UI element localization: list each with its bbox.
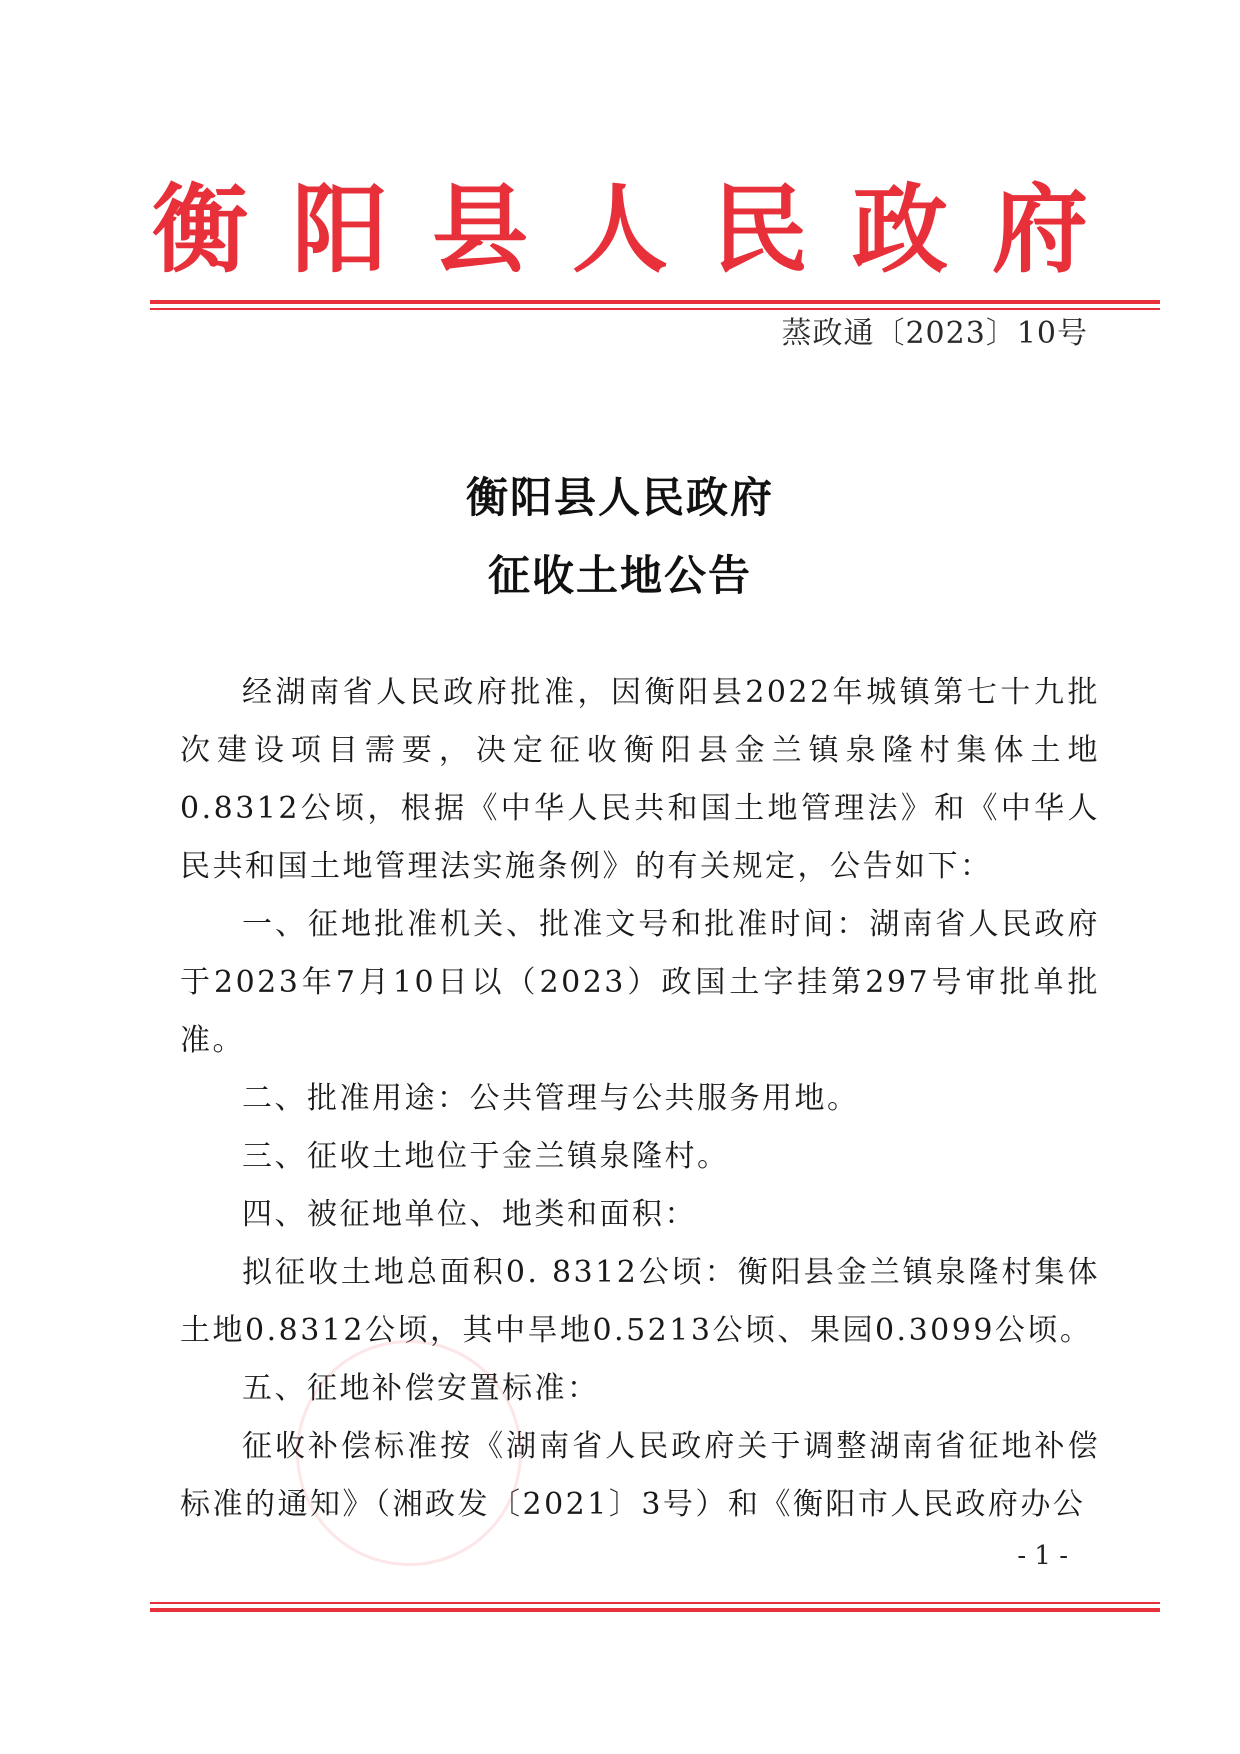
page-number: - 1 -: [1017, 1541, 1068, 1571]
notice-title-line1: 衡阳县人民政府: [465, 473, 774, 522]
masthead-rule-thick: [150, 300, 1160, 304]
footer-rule-thin: [150, 1602, 1160, 1604]
paragraph-intro: 经湖南省人民政府批准，因衡阳县2022年城镇第七十九批次建设项目需要，决定征收衡阳县金兰镇泉隆村集体土地0.8312公顷，根据《中华人民共和国土地管理法》和《中华人民共和国土地管理法实施条例》的有关规定，公告如下：: [180, 675, 1100, 884]
masthead-title: 衡阳县人民政府: [152, 173, 1132, 286]
paragraph-approval: 一、征地批准机关、批准文号和批准时间：湖南省人民政府于2023年7月10日以（2023）政国土字挂第297号审批单批准。: [180, 907, 1100, 1058]
document-number: 蒸政通〔2023〕10号: [781, 316, 1088, 351]
paragraph-compensation-standard: 征收补偿标准按《湖南省人民政府关于调整湖南省征地补偿标准的通知》（湘政发〔2021〕3号）和《衡阳市人民政府办公: [180, 1429, 1100, 1522]
paragraph-land-area: 拟征收土地总面积0. 8312公顷：衡阳县金兰镇泉隆村集体土地0.8312公顷，其中旱地0.5213公顷、果园0.3099公顷。: [180, 1255, 1100, 1348]
masthead-rule-thin: [150, 308, 1160, 310]
footer-rule-thick: [150, 1608, 1160, 1612]
paragraph-land-heading: 四、被征地单位、地类和面积：: [242, 1197, 697, 1232]
paragraph-usage: 二、批准用途：公共管理与公共服务用地。: [242, 1081, 860, 1116]
notice-body: [180, 664, 1100, 1534]
notice-title-line2: 征收土地公告: [487, 551, 752, 600]
paragraph-location: 三、征收土地位于金兰镇泉隆村。: [242, 1139, 730, 1174]
paragraph-compensation-heading: 五、征地补偿安置标准：: [242, 1371, 600, 1406]
